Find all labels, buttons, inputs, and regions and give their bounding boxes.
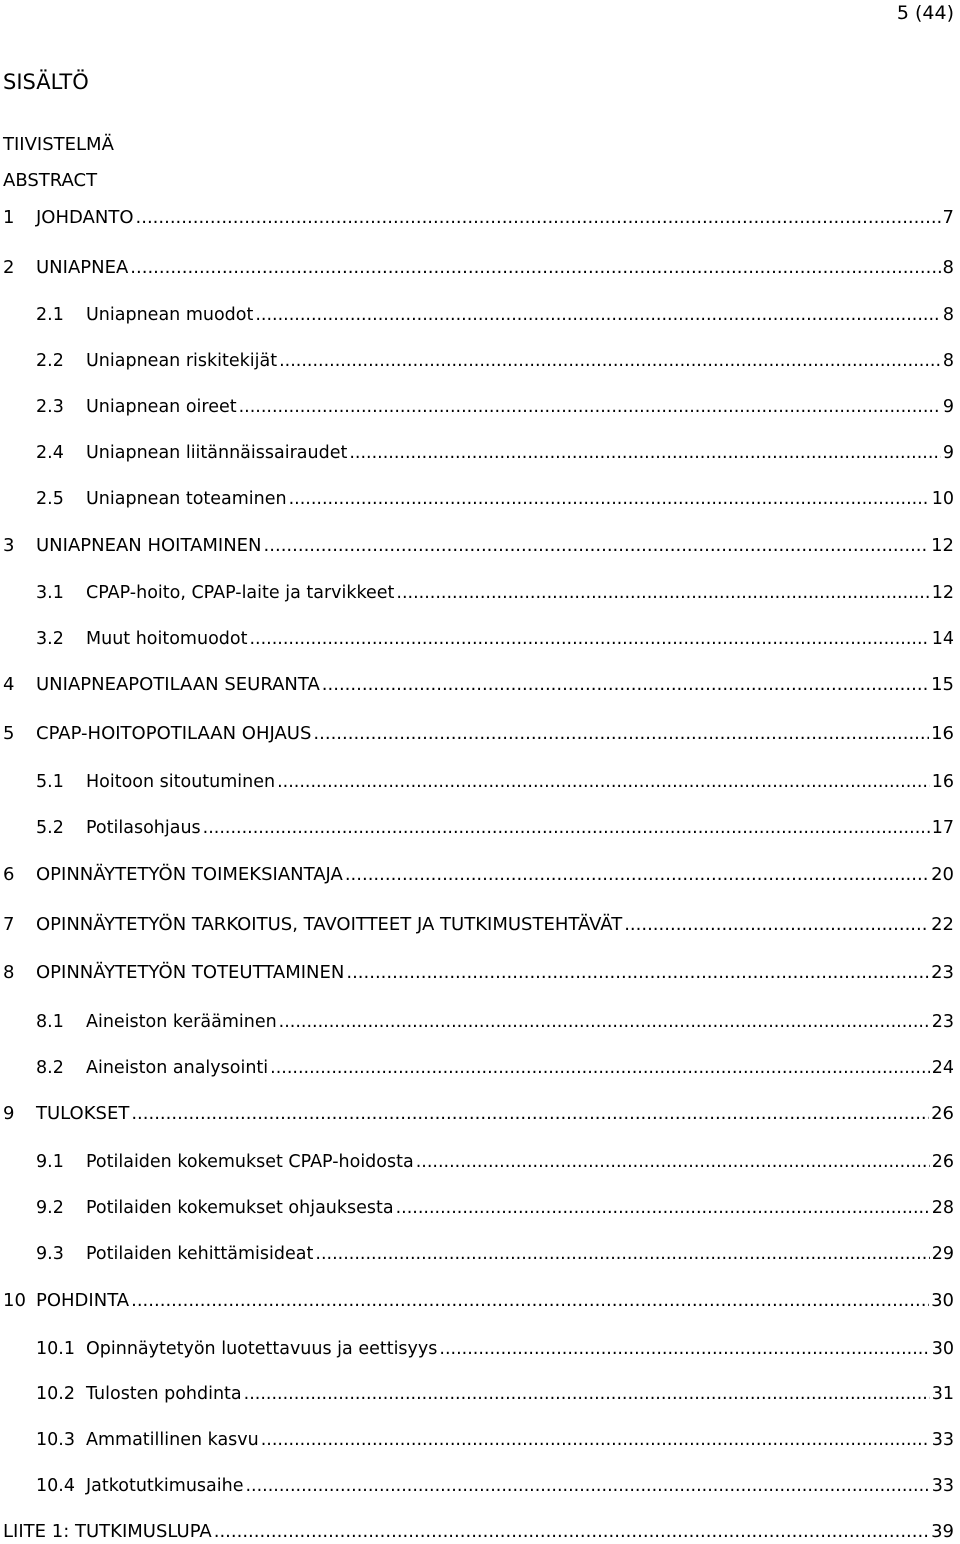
page-number: 5 (44) — [896, 2, 954, 24]
toc-entry[interactable] — [36, 304, 954, 326]
toc-leader-dots — [322, 674, 929, 696]
toc-entry-page: 23 — [931, 962, 954, 983]
toc-entry-page: 8 — [942, 351, 954, 371]
toc-entry-title: UNIAPNEA — [36, 257, 129, 278]
toc-leader-dots — [313, 723, 929, 745]
toc-entry-title: Jatkotutkimusaihe — [86, 1476, 244, 1496]
toc-leader-dots — [244, 1383, 930, 1405]
toc-entry[interactable] — [36, 1057, 954, 1079]
toc-entry-page: 9 — [942, 397, 954, 417]
toc-entry[interactable] — [36, 488, 954, 510]
toc-entry-number: 10.4 — [36, 1476, 75, 1496]
toc-entry[interactable] — [3, 674, 954, 696]
toc-entry-number: 1 — [3, 207, 15, 228]
toc-entry[interactable] — [36, 396, 954, 418]
toc-leader-dots — [245, 1475, 929, 1497]
toc-entry-number: 2 — [3, 257, 15, 278]
toc-leader-dots — [249, 628, 929, 650]
toc-entry-number: 2.3 — [36, 397, 64, 417]
toc-entry-number: 8 — [3, 962, 15, 983]
toc-entry-title: OPINNÄYTETYÖN TOTEUTTAMINEN — [36, 962, 345, 983]
toc-entry-page: 10 — [931, 489, 954, 509]
toc-entry[interactable] — [3, 1103, 954, 1125]
toc-entry-page: 26 — [931, 1103, 954, 1124]
toc-entry-page: 33 — [931, 1430, 954, 1450]
toc-entry-title: LIITE 1: TUTKIMUSLUPA — [3, 1521, 212, 1542]
toc-entry-number: 3 — [3, 535, 15, 556]
toc-entry[interactable] — [36, 1383, 954, 1405]
toc-leader-dots — [261, 1429, 930, 1451]
toc-entry-title: JOHDANTO — [36, 207, 134, 228]
toc-entry-page: 16 — [931, 723, 954, 744]
toc-entry-number: 5 — [3, 723, 15, 744]
toc-entry[interactable] — [3, 207, 954, 229]
toc-entry-number: 2.4 — [36, 443, 64, 463]
toc-entry-number: 6 — [3, 864, 15, 885]
toc-entry-page: 20 — [931, 864, 954, 885]
toc-leader-dots — [131, 1103, 929, 1125]
toc-entry-page: 17 — [931, 818, 954, 838]
toc-entry-title: Potilasohjaus — [86, 818, 201, 838]
toc-leader-dots — [279, 350, 941, 372]
toc-entry[interactable] — [36, 628, 954, 650]
toc-entry[interactable] — [3, 914, 954, 936]
toc-entry[interactable] — [3, 962, 954, 984]
toc-entry-title: Uniapnean liitännäissairaudet — [86, 443, 348, 463]
toc-entry[interactable] — [36, 1151, 954, 1173]
toc-entry[interactable] — [3, 1521, 954, 1543]
toc-entry[interactable] — [36, 1429, 954, 1451]
toc-entry[interactable] — [36, 817, 954, 839]
toc-entry-page: 26 — [931, 1152, 954, 1172]
toc-entry-title: Aineiston kerääminen — [86, 1012, 277, 1032]
toc-leader-dots — [277, 771, 930, 793]
toc-entry-title: Aineiston analysointi — [86, 1058, 269, 1078]
toc-entry-title: OPINNÄYTETYÖN TOIMEKSIANTAJA — [36, 864, 343, 885]
toc-entry-title: Uniapnean toteaminen — [86, 489, 287, 509]
toc-leader-dots — [624, 914, 929, 936]
toc-entry[interactable] — [36, 350, 954, 372]
toc-leader-dots — [346, 962, 929, 984]
toc-entry[interactable] — [36, 1338, 954, 1360]
toc-entry[interactable] — [36, 1475, 954, 1497]
toc-entry-title: UNIAPNEAN HOITAMINEN — [36, 535, 262, 556]
toc-entry-number: 8.1 — [36, 1012, 64, 1032]
toc-entry-title: CPAP-HOITOPOTILAAN OHJAUS — [36, 723, 312, 744]
toc-entry-title: TULOKSET — [36, 1103, 130, 1124]
toc-entry[interactable] — [36, 1197, 954, 1219]
toc-entry-page: 31 — [931, 1384, 954, 1404]
toc-leader-dots — [131, 1290, 929, 1312]
toc-entry-title: UNIAPNEAPOTILAAN SEURANTA — [36, 674, 320, 695]
toc-leader-dots — [239, 396, 941, 418]
toc-entry-page: 30 — [931, 1290, 954, 1311]
toc-entry-title: Potilaiden kokemukset CPAP-hoidosta — [86, 1152, 414, 1172]
toc-entry-page: 30 — [931, 1339, 954, 1359]
toc-entry-number: 10 — [3, 1290, 26, 1311]
toc-entry-title: Uniapnean riskitekijät — [86, 351, 278, 371]
toc-leader-dots — [214, 1521, 929, 1543]
toc-leader-dots — [345, 864, 929, 886]
toc-entry-number: 7 — [3, 914, 15, 935]
toc-entry-title: Potilaiden kokemukset ohjauksesta — [86, 1198, 394, 1218]
toc-entry-page: 7 — [942, 207, 954, 228]
toc-entry[interactable] — [36, 771, 954, 793]
toc-entry-number: 2.1 — [36, 305, 64, 325]
front-matter-abstract-en: ABSTRACT — [3, 170, 98, 191]
toc-entry-title: OPINNÄYTETYÖN TARKOITUS, TAVOITTEET JA TUTKIMUSTEHTÄVÄT — [36, 914, 623, 935]
toc-entry-title: CPAP-hoito, CPAP-laite ja tarvikkeet — [86, 583, 395, 603]
toc-entry-title: Muut hoitomuodot — [86, 629, 248, 649]
front-matter-abstract-fi: TIIVISTELMÄ — [3, 134, 114, 155]
toc-entry[interactable] — [3, 535, 954, 557]
toc-entry-page: 23 — [931, 1012, 954, 1032]
toc-entry-page: 16 — [931, 772, 954, 792]
toc-entry-number: 5.1 — [36, 772, 64, 792]
toc-leader-dots — [270, 1057, 930, 1079]
toc-entry-page: 22 — [931, 914, 954, 935]
toc-entry[interactable] — [36, 1243, 954, 1265]
toc-entry[interactable] — [3, 864, 954, 886]
toc-leader-dots — [396, 1197, 930, 1219]
toc-entry[interactable] — [36, 582, 954, 604]
toc-entry-number: 5.2 — [36, 818, 64, 838]
toc-entry-number: 2.5 — [36, 489, 64, 509]
toc-entry-number: 10.2 — [36, 1384, 75, 1404]
toc-entry[interactable] — [36, 442, 954, 464]
toc-entry-title: Tulosten pohdinta — [86, 1384, 242, 1404]
toc-entry-title: Uniapnean oireet — [86, 397, 237, 417]
toc-entry-number: 10.1 — [36, 1339, 75, 1359]
toc-entry-page: 8 — [942, 305, 954, 325]
toc-entry-page: 9 — [942, 443, 954, 463]
toc-leader-dots — [349, 442, 941, 464]
toc-entry-page: 14 — [931, 629, 954, 649]
toc-entry-page: 8 — [942, 257, 954, 278]
toc-entry-page: 15 — [931, 674, 954, 695]
toc-entry-page: 39 — [931, 1521, 954, 1542]
toc-leader-dots — [136, 207, 941, 229]
toc-leader-dots — [130, 257, 940, 279]
toc-entry-title: POHDINTA — [36, 1290, 130, 1311]
toc-leader-dots — [416, 1151, 930, 1173]
toc-entry[interactable] — [36, 1011, 954, 1033]
toc-entry-number: 2.2 — [36, 351, 64, 371]
toc-entry-title: Uniapnean muodot — [86, 305, 254, 325]
toc-leader-dots — [396, 582, 929, 604]
toc-entry[interactable] — [3, 723, 954, 745]
toc-leader-dots — [279, 1011, 930, 1033]
toc-entry[interactable] — [3, 1290, 954, 1312]
toc-entry-number: 9 — [3, 1103, 15, 1124]
toc-leader-dots — [289, 488, 930, 510]
toc-entry-number: 3.2 — [36, 629, 64, 649]
toc-leader-dots — [255, 304, 941, 326]
toc-entry[interactable] — [3, 257, 954, 279]
toc-entry-title: Potilaiden kehittämisideat — [86, 1244, 314, 1264]
toc-entry-number: 9.3 — [36, 1244, 64, 1264]
toc-entry-number: 8.2 — [36, 1058, 64, 1078]
toc-entry-number: 9.2 — [36, 1198, 64, 1218]
toc-entry-page: 29 — [931, 1244, 954, 1264]
toc-entry-page: 28 — [931, 1198, 954, 1218]
toc-heading: SISÄLTÖ — [3, 70, 89, 94]
toc-leader-dots — [315, 1243, 929, 1265]
toc-entry-title: Hoitoon sitoutuminen — [86, 772, 276, 792]
toc-entry-number: 10.3 — [36, 1430, 75, 1450]
toc-entry-number: 9.1 — [36, 1152, 64, 1172]
toc-entry-number: 4 — [3, 674, 15, 695]
toc-entry-page: 12 — [931, 535, 954, 556]
toc-entry-number: 3.1 — [36, 583, 64, 603]
toc-leader-dots — [264, 535, 930, 557]
toc-leader-dots — [439, 1338, 929, 1360]
toc-entry-page: 24 — [931, 1058, 954, 1078]
toc-entry-page: 33 — [931, 1476, 954, 1496]
toc-leader-dots — [203, 817, 930, 839]
toc-entry-title: Opinnäytetyön luotettavuus ja eettisyys — [86, 1339, 438, 1359]
toc-entry-page: 12 — [931, 583, 954, 603]
toc-entry-title: Ammatillinen kasvu — [86, 1430, 259, 1450]
